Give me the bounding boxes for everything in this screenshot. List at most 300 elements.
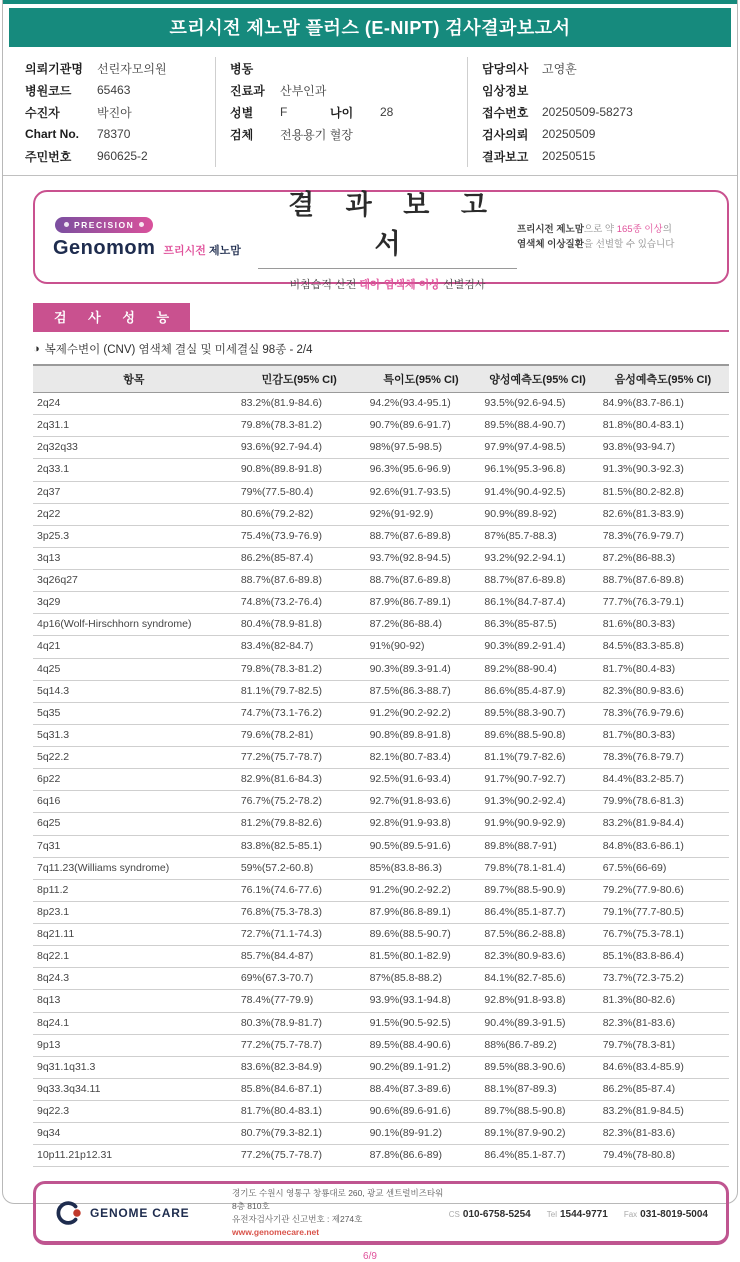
table-row xyxy=(33,924,729,946)
value-cell: 85.7%(84.4-87) xyxy=(235,946,364,968)
section-header xyxy=(33,303,729,332)
value-cell: 82.3%(81-83.6) xyxy=(597,1012,729,1034)
table-body xyxy=(33,393,729,1167)
text-span: 태아 염색체 이상 xyxy=(359,278,440,291)
patient-info-col-order xyxy=(467,57,737,167)
value-cell: 89.2%(88-90.4) xyxy=(478,658,596,680)
badge-dot-icon xyxy=(64,222,69,227)
info-value: F xyxy=(280,105,288,119)
value-cell: 90.9%(89.8-92) xyxy=(478,503,596,525)
value-cell: 81.3%(80-82.6) xyxy=(597,990,729,1012)
value-cell: 85.8%(84.6-87.1) xyxy=(235,1078,364,1100)
value-cell: 86.6%(85.4-87.9) xyxy=(478,680,596,702)
half-circle-icon: ◑ xyxy=(33,343,40,355)
value-cell: 82.9%(81.6-84.3) xyxy=(235,769,364,791)
patient-info-col-hospital xyxy=(3,57,215,167)
tel-label: Tel xyxy=(546,1209,557,1219)
value-cell: 79.6%(78.2-81) xyxy=(235,724,364,746)
item-cell: 9q33.3q34.11 xyxy=(33,1078,235,1100)
value-cell: 83.2%(81.9-84.4) xyxy=(597,813,729,835)
value-cell: 92%(91-92.9) xyxy=(364,503,479,525)
value-cell: 79.2%(77.9-80.6) xyxy=(597,879,729,901)
text-span: 으로 약 xyxy=(583,223,617,235)
value-cell: 72.7%(71.1-74.3) xyxy=(235,924,364,946)
table-row xyxy=(33,481,729,503)
col-header-ppv: 양성예측도(95% CI) xyxy=(478,365,596,393)
value-cell: 90.6%(89.6-91.6) xyxy=(364,1101,479,1123)
value-cell: 76.7%(75.2-78.2) xyxy=(235,791,364,813)
table-row xyxy=(33,769,729,791)
report-page xyxy=(2,0,738,1262)
item-cell: 8p23.1 xyxy=(33,901,235,923)
info-row xyxy=(25,57,205,79)
value-cell: 83.8%(82.5-85.1) xyxy=(235,835,364,857)
info-label: 성별 xyxy=(230,105,254,120)
value-cell: 93.5%(92.6-94.5) xyxy=(478,393,596,415)
value-cell: 80.3%(78.9-81.7) xyxy=(235,1012,364,1034)
col-header-specificity: 특이도(95% CI) xyxy=(364,365,479,393)
value-cell: 86.4%(85.1-87.7) xyxy=(478,901,596,923)
item-cell: 2q31.1 xyxy=(33,415,235,437)
col-header-sensitivity: 민감도(95% CI) xyxy=(235,365,364,393)
item-cell: 9p13 xyxy=(33,1034,235,1056)
item-cell: 3q13 xyxy=(33,547,235,569)
info-label: 검사의뢰 xyxy=(482,127,529,142)
value-cell: 90.2%(89.1-91.2) xyxy=(364,1056,479,1078)
info-row xyxy=(25,123,205,145)
table-row xyxy=(33,791,729,813)
info-row xyxy=(230,79,457,101)
info-row xyxy=(230,123,457,145)
value-cell: 76.8%(75.3-78.3) xyxy=(235,901,364,923)
result-report-banner xyxy=(33,189,729,291)
info-value: 28 xyxy=(380,105,394,119)
table-row xyxy=(33,702,729,724)
item-cell: 7q11.23(Williams syndrome) xyxy=(33,857,235,879)
text-span: 비침습적 산전 xyxy=(289,278,360,291)
item-cell: 2q24 xyxy=(33,393,235,415)
badge-dot-icon xyxy=(139,222,144,227)
value-cell: 90.8%(89.8-91.8) xyxy=(364,724,479,746)
cs-number: 010-6758-5254 xyxy=(462,1208,531,1220)
genome-care-logo xyxy=(54,1198,232,1228)
value-cell: 88.7%(87.6-89.8) xyxy=(235,570,364,592)
value-cell: 77.7%(76.3-79.1) xyxy=(597,592,729,614)
result-report-title: 결 과 보 고 서 xyxy=(258,183,517,269)
fax-number: 031-8019-5004 xyxy=(640,1208,708,1220)
value-cell: 96.1%(95.3-96.8) xyxy=(478,459,596,481)
value-cell: 90.3%(89.2-91.4) xyxy=(478,636,596,658)
report-title: 프리시전 제노맘 플러스 (E-NIPT) 검사결과보고서 xyxy=(169,18,571,38)
value-cell: 88.7%(87.6-89.8) xyxy=(478,570,596,592)
value-cell: 82.6%(81.3-83.9) xyxy=(597,503,729,525)
value-cell: 87.9%(86.7-89.1) xyxy=(364,592,479,614)
banner-note-line1 xyxy=(517,222,709,237)
value-cell: 81.7%(80.4-83) xyxy=(597,658,729,680)
value-cell: 81.7%(80.3-83) xyxy=(597,724,729,746)
value-cell: 83.6%(82.3-84.9) xyxy=(235,1056,364,1078)
value-cell: 83.2%(81.9-84.6) xyxy=(235,393,364,415)
table-row xyxy=(33,636,729,658)
value-cell: 79.1%(77.7-80.5) xyxy=(597,901,729,923)
item-cell: 2q33.1 xyxy=(33,459,235,481)
value-cell: 91.3%(90.3-92.3) xyxy=(597,459,729,481)
item-cell: 6q25 xyxy=(33,813,235,835)
value-cell: 91%(90-92) xyxy=(364,636,479,658)
value-cell: 91.9%(90.9-92.9) xyxy=(478,813,596,835)
brand-block xyxy=(53,214,258,260)
table-row xyxy=(33,415,729,437)
info-label: 담당의사 xyxy=(482,61,529,76)
footer xyxy=(33,1181,729,1245)
info-label: 나이 xyxy=(330,105,354,120)
item-cell: 8q21.11 xyxy=(33,924,235,946)
value-cell: 92.8%(91.9-93.8) xyxy=(364,813,479,835)
precision-badge xyxy=(55,217,153,233)
value-cell: 89.6%(88.5-90.8) xyxy=(478,724,596,746)
value-cell: 91.7%(90.7-92.7) xyxy=(478,769,596,791)
value-cell: 81.6%(80.3-83) xyxy=(597,614,729,636)
item-cell: 10p11.21p12.31 xyxy=(33,1145,235,1167)
info-row xyxy=(482,101,727,123)
value-cell: 79.8%(78.3-81.2) xyxy=(235,415,364,437)
value-cell: 89.5%(88.4-90.6) xyxy=(364,1034,479,1056)
value-cell: 82.3%(81-83.6) xyxy=(597,1123,729,1145)
item-cell: 4q21 xyxy=(33,636,235,658)
info-label: 결과보고 xyxy=(482,149,529,164)
value-cell: 81.1%(79.7-82.5) xyxy=(235,680,364,702)
table-row xyxy=(33,990,729,1012)
value-cell: 88.1%(87-89.3) xyxy=(478,1078,596,1100)
info-value: 78370 xyxy=(97,127,131,141)
value-cell: 84.8%(83.6-86.1) xyxy=(597,835,729,857)
page-number: 6/9 xyxy=(363,1251,377,1262)
value-cell: 74.7%(73.1-76.2) xyxy=(235,702,364,724)
info-row xyxy=(482,123,727,145)
value-cell: 69%(67.3-70.7) xyxy=(235,968,364,990)
item-cell: 2q37 xyxy=(33,481,235,503)
value-cell: 87%(85.7-88.3) xyxy=(478,525,596,547)
value-cell: 89.6%(88.5-90.7) xyxy=(364,924,479,946)
value-cell: 93.6%(92.7-94.4) xyxy=(235,437,364,459)
value-cell: 73.7%(72.3-75.2) xyxy=(597,968,729,990)
value-cell: 91.2%(90.2-92.2) xyxy=(364,879,479,901)
value-cell: 79.8%(78.3-81.2) xyxy=(235,658,364,680)
value-cell: 83.4%(82-84.7) xyxy=(235,636,364,658)
value-cell: 78.3%(76.9-79.7) xyxy=(597,525,729,547)
value-cell: 77.2%(75.7-78.7) xyxy=(235,747,364,769)
info-value: 산부인과 xyxy=(280,83,327,98)
table-row xyxy=(33,724,729,746)
table-row xyxy=(33,747,729,769)
tel-number: 1544-9771 xyxy=(559,1208,608,1220)
value-cell: 80.6%(79.2-82) xyxy=(235,503,364,525)
info-row xyxy=(482,79,727,101)
value-cell: 87.9%(86.8-89.1) xyxy=(364,901,479,923)
report-content xyxy=(3,190,737,1167)
value-cell: 81.7%(80.4-83.1) xyxy=(235,1101,364,1123)
value-cell: 93.2%(92.2-94.1) xyxy=(478,547,596,569)
value-cell: 79.7%(78.3-81) xyxy=(597,1034,729,1056)
value-cell: 81.8%(80.4-83.1) xyxy=(597,415,729,437)
item-cell: 5q22.2 xyxy=(33,747,235,769)
genome-care-logo-text: GENOME CARE xyxy=(90,1205,190,1220)
table-row xyxy=(33,1034,729,1056)
value-cell: 84.4%(83.2-85.7) xyxy=(597,769,729,791)
value-cell: 78.4%(77-79.9) xyxy=(235,990,364,1012)
table-row xyxy=(33,592,729,614)
value-cell: 59%(57.2-60.8) xyxy=(235,857,364,879)
value-cell: 86.3%(85-87.5) xyxy=(478,614,596,636)
info-value: 960625-2 xyxy=(97,149,148,163)
value-cell: 93.9%(93.1-94.8) xyxy=(364,990,479,1012)
text-span: 프리시전 제노맘 xyxy=(517,223,584,235)
footer-address-line2: 유전자검사기관 신고번호 : 제274호 xyxy=(232,1213,363,1224)
table-header-row xyxy=(33,365,729,393)
value-cell: 90.3%(89.3-91.4) xyxy=(364,658,479,680)
item-cell: 6p22 xyxy=(33,769,235,791)
info-label: 주민번호 xyxy=(25,149,72,164)
table-row xyxy=(33,680,729,702)
value-cell: 94.2%(93.4-95.1) xyxy=(364,393,479,415)
item-cell: 3p25.3 xyxy=(33,525,235,547)
item-cell: 8p11.2 xyxy=(33,879,235,901)
item-cell: 4p16(Wolf-Hirschhorn syndrome) xyxy=(33,614,235,636)
info-label: Chart No. xyxy=(25,127,79,141)
value-cell: 79%(77.5-80.4) xyxy=(235,481,364,503)
info-row xyxy=(482,57,727,79)
item-cell: 2q32q33 xyxy=(33,437,235,459)
info-row xyxy=(230,57,457,79)
value-cell: 84.1%(82.7-85.6) xyxy=(478,968,596,990)
value-cell: 78.3%(76.8-79.7) xyxy=(597,747,729,769)
info-label: 의뢰기관명 xyxy=(25,61,83,76)
info-value: 고영훈 xyxy=(542,61,577,76)
table-row xyxy=(33,503,729,525)
info-label: 병동 xyxy=(230,61,254,76)
info-row xyxy=(25,79,205,101)
info-label: 임상정보 xyxy=(482,83,529,98)
info-row xyxy=(25,145,205,167)
table-row xyxy=(33,1123,729,1145)
value-cell: 86.2%(85-87.4) xyxy=(597,1078,729,1100)
item-cell: 3q29 xyxy=(33,592,235,614)
value-cell: 90.7%(89.6-91.7) xyxy=(364,415,479,437)
table-row xyxy=(33,1056,729,1078)
text-span: 선별검사 xyxy=(439,278,486,291)
value-cell: 85.1%(83.8-86.4) xyxy=(597,946,729,968)
genomom-logo-korean xyxy=(163,242,240,258)
value-cell: 89.5%(88.4-90.7) xyxy=(478,415,596,437)
item-cell: 8q24.1 xyxy=(33,1012,235,1034)
value-cell: 87.2%(86-88.3) xyxy=(597,547,729,569)
value-cell: 93.8%(93-94.7) xyxy=(597,437,729,459)
value-cell: 81.2%(79.8-82.6) xyxy=(235,813,364,835)
value-cell: 89.1%(87.9-90.2) xyxy=(478,1123,596,1145)
item-cell: 2q22 xyxy=(33,503,235,525)
precision-badge-label: PRECISION xyxy=(74,219,135,230)
table-row xyxy=(33,968,729,990)
value-cell: 89.7%(88.5-90.9) xyxy=(478,879,596,901)
value-cell: 92.5%(91.6-93.4) xyxy=(364,769,479,791)
banner-note xyxy=(517,222,709,252)
table-row xyxy=(33,946,729,968)
value-cell: 87.5%(86.3-88.7) xyxy=(364,680,479,702)
footer-address-line1: 경기도 수원시 영통구 창룡대로 260, 광교 센트럴비즈타워 8층 810호 xyxy=(232,1187,444,1211)
value-cell: 76.7%(75.3-78.1) xyxy=(597,924,729,946)
value-cell: 83.2%(81.9-84.5) xyxy=(597,1101,729,1123)
info-value: 박진아 xyxy=(97,105,132,120)
section-subtitle xyxy=(33,341,729,357)
value-cell: 82.3%(80.9-83.6) xyxy=(478,946,596,968)
banner-center xyxy=(258,183,517,292)
result-report-subtitle xyxy=(258,276,517,292)
section-title: 검 사 성 능 xyxy=(33,303,190,330)
value-cell: 81.5%(80.2-82.8) xyxy=(597,481,729,503)
genome-care-logo-icon xyxy=(54,1198,84,1228)
patient-info-col-clinical xyxy=(215,57,467,167)
report-title-bar xyxy=(9,8,731,47)
info-row xyxy=(482,145,727,167)
item-cell: 6q16 xyxy=(33,791,235,813)
info-label: 진료과 xyxy=(230,83,265,98)
value-cell: 88.7%(87.6-89.8) xyxy=(364,570,479,592)
table-row xyxy=(33,901,729,923)
value-cell: 90.1%(89-91.2) xyxy=(364,1123,479,1145)
table-row xyxy=(33,835,729,857)
item-cell: 8q13 xyxy=(33,990,235,1012)
item-cell: 5q31.3 xyxy=(33,724,235,746)
footer-tel xyxy=(547,1204,608,1222)
value-cell: 91.3%(90.2-92.4) xyxy=(478,791,596,813)
value-cell: 91.4%(90.4-92.5) xyxy=(478,481,596,503)
info-value: 20250509-58273 xyxy=(542,105,633,119)
table-row xyxy=(33,658,729,680)
item-cell: 9q22.3 xyxy=(33,1101,235,1123)
value-cell: 87.2%(86-88.4) xyxy=(364,614,479,636)
value-cell: 77.2%(75.7-78.7) xyxy=(235,1034,364,1056)
table-row xyxy=(33,879,729,901)
table-row xyxy=(33,459,729,481)
info-value: 20250509 xyxy=(542,127,596,141)
table-row xyxy=(33,1012,729,1034)
table-row xyxy=(33,1078,729,1100)
value-cell: 85%(83.8-86.3) xyxy=(364,857,479,879)
value-cell: 91.2%(90.2-92.2) xyxy=(364,702,479,724)
text-span: 제노맘 xyxy=(208,244,241,257)
col-header-item: 항목 xyxy=(33,365,235,393)
value-cell: 86.1%(84.7-87.4) xyxy=(478,592,596,614)
value-cell: 88.7%(87.6-89.8) xyxy=(597,570,729,592)
value-cell: 87.8%(86.6-89) xyxy=(364,1145,479,1167)
value-cell: 80.4%(78.9-81.8) xyxy=(235,614,364,636)
item-cell: 8q24.3 xyxy=(33,968,235,990)
value-cell: 89.7%(88.5-90.8) xyxy=(478,1101,596,1123)
value-cell: 92.7%(91.8-93.6) xyxy=(364,791,479,813)
value-cell: 81.5%(80.1-82.9) xyxy=(364,946,479,968)
value-cell: 79.4%(78-80.8) xyxy=(597,1145,729,1167)
footer-address xyxy=(232,1187,449,1240)
table-row xyxy=(33,437,729,459)
info-value: 65463 xyxy=(97,83,131,97)
value-cell: 87%(85.8-88.2) xyxy=(364,968,479,990)
item-cell: 5q14.3 xyxy=(33,680,235,702)
section-subtitle-text: 복제수변이 (CNV) 염색체 결실 및 미세결실 98종 - 2/4 xyxy=(44,344,313,356)
table-row xyxy=(33,393,729,415)
text-span: 165종 이상 xyxy=(616,223,663,235)
value-cell: 90.8%(89.8-91.8) xyxy=(235,459,364,481)
value-cell: 86.2%(85-87.4) xyxy=(235,547,364,569)
value-cell: 80.7%(79.3-82.1) xyxy=(235,1123,364,1145)
value-cell: 81.1%(79.7-82.6) xyxy=(478,747,596,769)
value-cell: 79.8%(78.1-81.4) xyxy=(478,857,596,879)
col-header-npv: 음성예측도(95% CI) xyxy=(597,365,729,393)
value-cell: 67.5%(66-69) xyxy=(597,857,729,879)
footer-cs xyxy=(449,1204,531,1222)
banner-note-line2 xyxy=(517,237,709,252)
info-label: 검체 xyxy=(230,127,254,142)
value-cell: 84.9%(83.7-86.1) xyxy=(597,393,729,415)
value-cell: 82.1%(80.7-83.4) xyxy=(364,747,479,769)
value-cell: 86.4%(85.1-87.7) xyxy=(478,1145,596,1167)
value-cell: 88.4%(87.3-89.6) xyxy=(364,1078,479,1100)
item-cell: 7q31 xyxy=(33,835,235,857)
table-row xyxy=(33,1145,729,1167)
value-cell: 88.7%(87.6-89.8) xyxy=(364,525,479,547)
value-cell: 76.1%(74.6-77.6) xyxy=(235,879,364,901)
value-cell: 92.6%(91.7-93.5) xyxy=(364,481,479,503)
value-cell: 89.5%(88.3-90.7) xyxy=(478,702,596,724)
value-cell: 91.5%(90.5-92.5) xyxy=(364,1012,479,1034)
info-value: 전용용기 혈장 xyxy=(280,127,353,142)
value-cell: 78.3%(76.9-79.6) xyxy=(597,702,729,724)
genomom-logo: Genomom xyxy=(53,236,156,259)
value-cell: 89.8%(88.7-91) xyxy=(478,835,596,857)
info-row xyxy=(230,101,457,123)
value-cell: 84.5%(83.3-85.8) xyxy=(597,636,729,658)
info-label: 수진자 xyxy=(25,105,60,120)
value-cell: 96.3%(95.6-96.9) xyxy=(364,459,479,481)
top-accent-strip xyxy=(3,0,737,4)
text-span: 을 선별할 수 있습니다 xyxy=(583,239,675,250)
table-row xyxy=(33,857,729,879)
value-cell: 93.7%(92.8-94.5) xyxy=(364,547,479,569)
value-cell: 88%(86.7-89.2) xyxy=(478,1034,596,1056)
value-cell: 87.5%(86.2-88.8) xyxy=(478,924,596,946)
value-cell: 90.5%(89.5-91.6) xyxy=(364,835,479,857)
info-label: 병원코드 xyxy=(25,83,72,98)
value-cell: 79.9%(78.6-81.3) xyxy=(597,791,729,813)
fax-label: Fax xyxy=(623,1209,638,1219)
value-cell: 84.6%(83.4-85.9) xyxy=(597,1056,729,1078)
value-cell: 74.8%(73.2-76.4) xyxy=(235,592,364,614)
footer-website-link[interactable]: www.genomecare.net xyxy=(232,1227,320,1238)
patient-info-section xyxy=(3,47,737,176)
info-label: 접수번호 xyxy=(482,105,529,120)
value-cell: 77.2%(75.7-78.7) xyxy=(235,1145,364,1167)
table-row xyxy=(33,1101,729,1123)
table-row xyxy=(33,525,729,547)
table-row xyxy=(33,614,729,636)
item-cell: 9q34 xyxy=(33,1123,235,1145)
value-cell: 82.3%(80.9-83.6) xyxy=(597,680,729,702)
table-row xyxy=(33,570,729,592)
item-cell: 5q35 xyxy=(33,702,235,724)
performance-table xyxy=(33,364,729,1167)
value-cell: 89.5%(88.3-90.6) xyxy=(478,1056,596,1078)
info-row xyxy=(25,101,205,123)
footer-contacts xyxy=(449,1204,708,1222)
